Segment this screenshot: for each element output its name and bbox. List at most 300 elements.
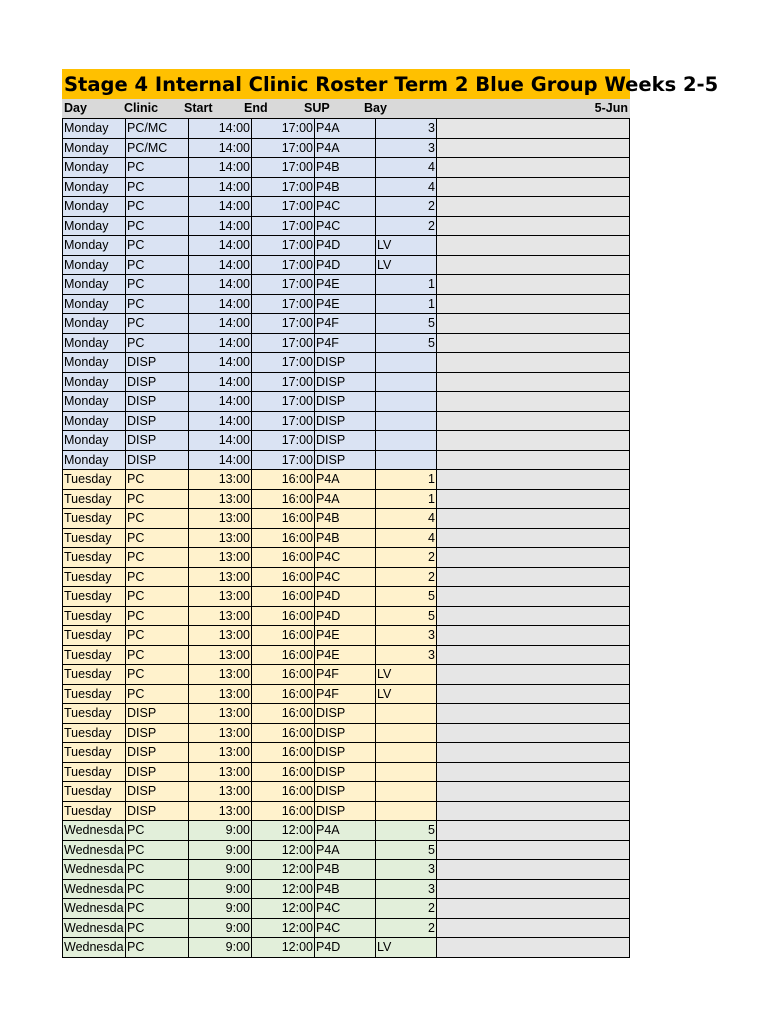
cell-clinic[interactable]: PC [126, 938, 189, 958]
cell-day[interactable]: Tuesday [63, 645, 126, 665]
cell-bay[interactable]: 1 [376, 489, 437, 509]
cell-bay[interactable] [376, 450, 437, 470]
cell-day[interactable]: Monday [63, 255, 126, 275]
table-row[interactable] [63, 528, 630, 548]
cell-sup[interactable]: P4F [315, 684, 376, 704]
cell-end[interactable]: 17:00 [252, 333, 315, 353]
cell-clinic[interactable]: DISP [126, 392, 189, 412]
cell-start[interactable]: 13:00 [189, 782, 252, 802]
cell-notes[interactable] [437, 431, 630, 451]
table-row[interactable] [63, 158, 630, 178]
cell-sup[interactable]: DISP [315, 392, 376, 412]
cell-notes[interactable] [437, 450, 630, 470]
cell-notes[interactable] [437, 197, 630, 217]
cell-notes[interactable] [437, 489, 630, 509]
cell-bay[interactable] [376, 392, 437, 412]
cell-sup[interactable]: P4A [315, 470, 376, 490]
cell-start[interactable]: 13:00 [189, 470, 252, 490]
cell-start[interactable]: 14:00 [189, 216, 252, 236]
cell-bay[interactable]: 2 [376, 567, 437, 587]
cell-notes[interactable] [437, 704, 630, 724]
cell-clinic[interactable]: DISP [126, 801, 189, 821]
cell-end[interactable]: 16:00 [252, 567, 315, 587]
cell-end[interactable]: 16:00 [252, 587, 315, 607]
cell-end[interactable]: 17:00 [252, 411, 315, 431]
cell-notes[interactable] [437, 762, 630, 782]
cell-clinic[interactable]: DISP [126, 431, 189, 451]
cell-end[interactable]: 16:00 [252, 704, 315, 724]
cell-clinic[interactable]: PC [126, 470, 189, 490]
cell-notes[interactable] [437, 138, 630, 158]
cell-sup[interactable]: P4C [315, 918, 376, 938]
cell-notes[interactable] [437, 684, 630, 704]
table-row[interactable] [63, 470, 630, 490]
cell-day[interactable]: Monday [63, 314, 126, 334]
cell-start[interactable]: 9:00 [189, 879, 252, 899]
cell-bay[interactable]: 4 [376, 177, 437, 197]
cell-day[interactable]: Wednesda [63, 821, 126, 841]
cell-bay[interactable] [376, 431, 437, 451]
cell-notes[interactable] [437, 567, 630, 587]
table-row[interactable] [63, 567, 630, 587]
table-row[interactable] [63, 801, 630, 821]
cell-bay[interactable] [376, 704, 437, 724]
cell-bay[interactable] [376, 782, 437, 802]
table-row[interactable] [63, 372, 630, 392]
cell-day[interactable]: Tuesday [63, 489, 126, 509]
cell-end[interactable]: 16:00 [252, 626, 315, 646]
cell-clinic[interactable]: PC [126, 626, 189, 646]
cell-end[interactable]: 16:00 [252, 665, 315, 685]
cell-bay[interactable]: 5 [376, 606, 437, 626]
table-row[interactable] [63, 821, 630, 841]
cell-end[interactable]: 17:00 [252, 138, 315, 158]
cell-clinic[interactable]: PC [126, 333, 189, 353]
cell-clinic[interactable]: DISP [126, 411, 189, 431]
cell-end[interactable]: 12:00 [252, 840, 315, 860]
cell-bay[interactable]: 4 [376, 158, 437, 178]
cell-notes[interactable] [437, 314, 630, 334]
table-row[interactable] [63, 606, 630, 626]
cell-clinic[interactable]: PC [126, 918, 189, 938]
cell-end[interactable]: 17:00 [252, 236, 315, 256]
cell-clinic[interactable]: PC [126, 236, 189, 256]
cell-day[interactable]: Monday [63, 294, 126, 314]
cell-start[interactable]: 13:00 [189, 509, 252, 529]
table-row[interactable] [63, 177, 630, 197]
cell-day[interactable]: Wednesda [63, 899, 126, 919]
cell-clinic[interactable]: DISP [126, 782, 189, 802]
cell-day[interactable]: Monday [63, 333, 126, 353]
cell-sup[interactable]: P4C [315, 197, 376, 217]
table-row[interactable] [63, 840, 630, 860]
cell-clinic[interactable]: PC [126, 684, 189, 704]
cell-end[interactable]: 17:00 [252, 353, 315, 373]
cell-clinic[interactable]: PC [126, 645, 189, 665]
cell-clinic[interactable]: PC [126, 587, 189, 607]
table-row[interactable] [63, 275, 630, 295]
cell-end[interactable]: 16:00 [252, 801, 315, 821]
cell-notes[interactable] [437, 626, 630, 646]
cell-notes[interactable] [437, 606, 630, 626]
cell-day[interactable]: Monday [63, 197, 126, 217]
cell-start[interactable]: 13:00 [189, 665, 252, 685]
cell-clinic[interactable]: PC [126, 879, 189, 899]
cell-bay[interactable]: LV [376, 236, 437, 256]
cell-sup[interactable]: P4F [315, 665, 376, 685]
cell-start[interactable]: 14:00 [189, 177, 252, 197]
cell-bay[interactable]: 1 [376, 470, 437, 490]
table-row[interactable] [63, 333, 630, 353]
cell-notes[interactable] [437, 177, 630, 197]
cell-start[interactable]: 13:00 [189, 743, 252, 763]
cell-day[interactable]: Monday [63, 392, 126, 412]
cell-bay[interactable]: 3 [376, 626, 437, 646]
cell-end[interactable]: 17:00 [252, 197, 315, 217]
cell-day[interactable]: Tuesday [63, 528, 126, 548]
cell-clinic[interactable]: PC [126, 216, 189, 236]
cell-sup[interactable]: P4D [315, 938, 376, 958]
table-row[interactable] [63, 197, 630, 217]
table-row[interactable] [63, 879, 630, 899]
cell-bay[interactable]: LV [376, 938, 437, 958]
table-row[interactable] [63, 782, 630, 802]
cell-day[interactable]: Monday [63, 177, 126, 197]
cell-clinic[interactable]: DISP [126, 704, 189, 724]
cell-notes[interactable] [437, 645, 630, 665]
table-row[interactable] [63, 860, 630, 880]
table-row[interactable] [63, 255, 630, 275]
cell-day[interactable]: Wednesda [63, 860, 126, 880]
cell-start[interactable]: 14:00 [189, 314, 252, 334]
cell-bay[interactable] [376, 723, 437, 743]
cell-notes[interactable] [437, 353, 630, 373]
cell-end[interactable]: 16:00 [252, 782, 315, 802]
cell-bay[interactable]: 2 [376, 918, 437, 938]
cell-sup[interactable]: P4B [315, 879, 376, 899]
cell-notes[interactable] [437, 372, 630, 392]
table-row[interactable] [63, 509, 630, 529]
cell-start[interactable]: 13:00 [189, 567, 252, 587]
cell-day[interactable]: Tuesday [63, 509, 126, 529]
cell-start[interactable]: 14:00 [189, 353, 252, 373]
cell-clinic[interactable]: PC [126, 197, 189, 217]
cell-end[interactable]: 16:00 [252, 509, 315, 529]
cell-clinic[interactable]: PC/MC [126, 138, 189, 158]
cell-notes[interactable] [437, 255, 630, 275]
cell-end[interactable]: 17:00 [252, 450, 315, 470]
cell-clinic[interactable]: PC [126, 567, 189, 587]
cell-end[interactable]: 16:00 [252, 645, 315, 665]
cell-day[interactable]: Tuesday [63, 665, 126, 685]
cell-day[interactable]: Monday [63, 158, 126, 178]
cell-day[interactable]: Tuesday [63, 762, 126, 782]
cell-notes[interactable] [437, 392, 630, 412]
cell-bay[interactable]: 2 [376, 216, 437, 236]
cell-clinic[interactable]: PC [126, 665, 189, 685]
cell-end[interactable]: 17:00 [252, 392, 315, 412]
cell-notes[interactable] [437, 840, 630, 860]
cell-bay[interactable]: 5 [376, 333, 437, 353]
cell-notes[interactable] [437, 275, 630, 295]
cell-sup[interactable]: P4D [315, 255, 376, 275]
cell-start[interactable]: 14:00 [189, 255, 252, 275]
cell-bay[interactable]: LV [376, 665, 437, 685]
cell-clinic[interactable]: PC [126, 528, 189, 548]
cell-start[interactable]: 13:00 [189, 704, 252, 724]
cell-start[interactable]: 9:00 [189, 840, 252, 860]
cell-start[interactable]: 13:00 [189, 762, 252, 782]
cell-sup[interactable]: P4A [315, 138, 376, 158]
cell-end[interactable]: 16:00 [252, 470, 315, 490]
cell-bay[interactable] [376, 801, 437, 821]
cell-start[interactable]: 9:00 [189, 821, 252, 841]
cell-notes[interactable] [437, 470, 630, 490]
cell-end[interactable]: 12:00 [252, 860, 315, 880]
cell-sup[interactable]: P4A [315, 821, 376, 841]
cell-start[interactable]: 14:00 [189, 372, 252, 392]
cell-day[interactable]: Wednesda [63, 879, 126, 899]
cell-day[interactable]: Monday [63, 411, 126, 431]
table-row[interactable] [63, 762, 630, 782]
cell-bay[interactable]: 5 [376, 821, 437, 841]
cell-notes[interactable] [437, 743, 630, 763]
cell-end[interactable]: 17:00 [252, 119, 315, 139]
cell-start[interactable]: 14:00 [189, 197, 252, 217]
cell-day[interactable]: Tuesday [63, 723, 126, 743]
cell-end[interactable]: 17:00 [252, 431, 315, 451]
cell-day[interactable]: Tuesday [63, 548, 126, 568]
cell-day[interactable]: Tuesday [63, 684, 126, 704]
cell-day[interactable]: Monday [63, 431, 126, 451]
cell-sup[interactable]: P4C [315, 216, 376, 236]
cell-clinic[interactable]: PC [126, 606, 189, 626]
cell-notes[interactable] [437, 119, 630, 139]
table-row[interactable] [63, 938, 630, 958]
cell-end[interactable]: 16:00 [252, 606, 315, 626]
cell-day[interactable]: Tuesday [63, 626, 126, 646]
cell-end[interactable]: 17:00 [252, 158, 315, 178]
cell-notes[interactable] [437, 821, 630, 841]
cell-end[interactable]: 12:00 [252, 918, 315, 938]
cell-bay[interactable]: 2 [376, 197, 437, 217]
cell-start[interactable]: 13:00 [189, 723, 252, 743]
cell-bay[interactable] [376, 743, 437, 763]
cell-start[interactable]: 9:00 [189, 899, 252, 919]
cell-sup[interactable]: DISP [315, 801, 376, 821]
cell-sup[interactable]: P4C [315, 567, 376, 587]
cell-start[interactable]: 13:00 [189, 606, 252, 626]
cell-sup[interactable]: P4B [315, 528, 376, 548]
cell-notes[interactable] [437, 158, 630, 178]
cell-sup[interactable]: DISP [315, 782, 376, 802]
cell-bay[interactable]: 3 [376, 138, 437, 158]
table-row[interactable] [63, 236, 630, 256]
cell-end[interactable]: 16:00 [252, 489, 315, 509]
cell-bay[interactable]: 4 [376, 509, 437, 529]
cell-end[interactable]: 16:00 [252, 762, 315, 782]
cell-notes[interactable] [437, 860, 630, 880]
cell-day[interactable]: Monday [63, 372, 126, 392]
cell-clinic[interactable]: PC [126, 821, 189, 841]
cell-end[interactable]: 16:00 [252, 723, 315, 743]
cell-sup[interactable]: P4A [315, 840, 376, 860]
cell-notes[interactable] [437, 528, 630, 548]
cell-sup[interactable]: DISP [315, 743, 376, 763]
cell-end[interactable]: 12:00 [252, 879, 315, 899]
table-row[interactable] [63, 723, 630, 743]
cell-sup[interactable]: DISP [315, 723, 376, 743]
cell-clinic[interactable]: PC [126, 158, 189, 178]
cell-day[interactable]: Tuesday [63, 587, 126, 607]
table-row[interactable] [63, 684, 630, 704]
cell-sup[interactable]: DISP [315, 762, 376, 782]
cell-sup[interactable]: P4D [315, 606, 376, 626]
table-row[interactable] [63, 450, 630, 470]
cell-sup[interactable]: DISP [315, 372, 376, 392]
cell-start[interactable]: 14:00 [189, 431, 252, 451]
cell-sup[interactable]: P4B [315, 860, 376, 880]
table-row[interactable] [63, 392, 630, 412]
cell-notes[interactable] [437, 509, 630, 529]
cell-end[interactable]: 16:00 [252, 528, 315, 548]
table-row[interactable] [63, 665, 630, 685]
cell-day[interactable]: Wednesda [63, 938, 126, 958]
cell-start[interactable]: 14:00 [189, 294, 252, 314]
cell-start[interactable]: 13:00 [189, 684, 252, 704]
cell-sup[interactable]: P4F [315, 314, 376, 334]
cell-day[interactable]: Monday [63, 236, 126, 256]
cell-day[interactable]: Tuesday [63, 606, 126, 626]
table-row[interactable] [63, 138, 630, 158]
cell-end[interactable]: 17:00 [252, 255, 315, 275]
cell-end[interactable]: 17:00 [252, 275, 315, 295]
cell-sup[interactable]: P4B [315, 177, 376, 197]
cell-clinic[interactable]: PC [126, 177, 189, 197]
cell-bay[interactable]: LV [376, 684, 437, 704]
cell-end[interactable]: 16:00 [252, 684, 315, 704]
cell-day[interactable]: Monday [63, 138, 126, 158]
cell-sup[interactable]: P4A [315, 119, 376, 139]
cell-bay[interactable]: 3 [376, 860, 437, 880]
cell-bay[interactable]: LV [376, 255, 437, 275]
cell-sup[interactable]: DISP [315, 411, 376, 431]
cell-sup[interactable]: DISP [315, 431, 376, 451]
cell-notes[interactable] [437, 216, 630, 236]
cell-clinic[interactable]: PC [126, 489, 189, 509]
cell-notes[interactable] [437, 411, 630, 431]
cell-day[interactable]: Tuesday [63, 782, 126, 802]
cell-notes[interactable] [437, 294, 630, 314]
table-row[interactable] [63, 314, 630, 334]
cell-sup[interactable]: P4E [315, 626, 376, 646]
cell-sup[interactable]: P4F [315, 333, 376, 353]
cell-end[interactable]: 17:00 [252, 372, 315, 392]
cell-day[interactable]: Monday [63, 119, 126, 139]
table-row[interactable] [63, 587, 630, 607]
table-row[interactable] [63, 489, 630, 509]
cell-start[interactable]: 14:00 [189, 275, 252, 295]
cell-sup[interactable]: P4E [315, 275, 376, 295]
cell-sup[interactable]: P4A [315, 489, 376, 509]
cell-bay[interactable]: 5 [376, 587, 437, 607]
cell-day[interactable]: Wednesda [63, 840, 126, 860]
cell-bay[interactable]: 4 [376, 528, 437, 548]
cell-clinic[interactable]: PC/MC [126, 119, 189, 139]
cell-clinic[interactable]: PC [126, 314, 189, 334]
cell-notes[interactable] [437, 548, 630, 568]
table-row[interactable] [63, 431, 630, 451]
cell-bay[interactable]: 3 [376, 645, 437, 665]
cell-sup[interactable]: DISP [315, 704, 376, 724]
cell-clinic[interactable]: PC [126, 509, 189, 529]
table-row[interactable] [63, 119, 630, 139]
cell-sup[interactable]: P4C [315, 548, 376, 568]
table-row[interactable] [63, 918, 630, 938]
table-row[interactable] [63, 294, 630, 314]
cell-end[interactable]: 12:00 [252, 899, 315, 919]
cell-start[interactable]: 14:00 [189, 158, 252, 178]
cell-start[interactable]: 13:00 [189, 801, 252, 821]
cell-clinic[interactable]: DISP [126, 450, 189, 470]
cell-end[interactable]: 12:00 [252, 938, 315, 958]
cell-bay[interactable] [376, 762, 437, 782]
cell-day[interactable]: Tuesday [63, 567, 126, 587]
cell-start[interactable]: 13:00 [189, 528, 252, 548]
cell-notes[interactable] [437, 801, 630, 821]
cell-sup[interactable]: P4D [315, 587, 376, 607]
cell-day[interactable]: Tuesday [63, 743, 126, 763]
cell-end[interactable]: 17:00 [252, 294, 315, 314]
table-row[interactable] [63, 645, 630, 665]
cell-notes[interactable] [437, 899, 630, 919]
cell-end[interactable]: 16:00 [252, 743, 315, 763]
table-row[interactable] [63, 216, 630, 236]
cell-end[interactable]: 17:00 [252, 314, 315, 334]
cell-start[interactable]: 9:00 [189, 918, 252, 938]
cell-sup[interactable]: P4B [315, 158, 376, 178]
cell-clinic[interactable]: PC [126, 840, 189, 860]
cell-clinic[interactable]: DISP [126, 762, 189, 782]
cell-day[interactable]: Monday [63, 353, 126, 373]
cell-start[interactable]: 14:00 [189, 392, 252, 412]
cell-start[interactable]: 13:00 [189, 587, 252, 607]
cell-clinic[interactable]: DISP [126, 723, 189, 743]
cell-end[interactable]: 16:00 [252, 548, 315, 568]
cell-end[interactable]: 12:00 [252, 821, 315, 841]
cell-start[interactable]: 9:00 [189, 860, 252, 880]
table-row[interactable] [63, 704, 630, 724]
cell-sup[interactable]: DISP [315, 450, 376, 470]
cell-day[interactable]: Monday [63, 216, 126, 236]
table-row[interactable] [63, 411, 630, 431]
cell-clinic[interactable]: PC [126, 899, 189, 919]
cell-start[interactable]: 14:00 [189, 333, 252, 353]
cell-bay[interactable]: 5 [376, 314, 437, 334]
cell-end[interactable]: 17:00 [252, 216, 315, 236]
cell-bay[interactable] [376, 411, 437, 431]
cell-day[interactable]: Tuesday [63, 801, 126, 821]
cell-clinic[interactable]: PC [126, 548, 189, 568]
table-row[interactable] [63, 353, 630, 373]
cell-bay[interactable] [376, 372, 437, 392]
cell-start[interactable]: 9:00 [189, 938, 252, 958]
cell-clinic[interactable]: DISP [126, 353, 189, 373]
cell-start[interactable]: 13:00 [189, 645, 252, 665]
table-row[interactable] [63, 548, 630, 568]
cell-notes[interactable] [437, 782, 630, 802]
cell-start[interactable]: 14:00 [189, 411, 252, 431]
